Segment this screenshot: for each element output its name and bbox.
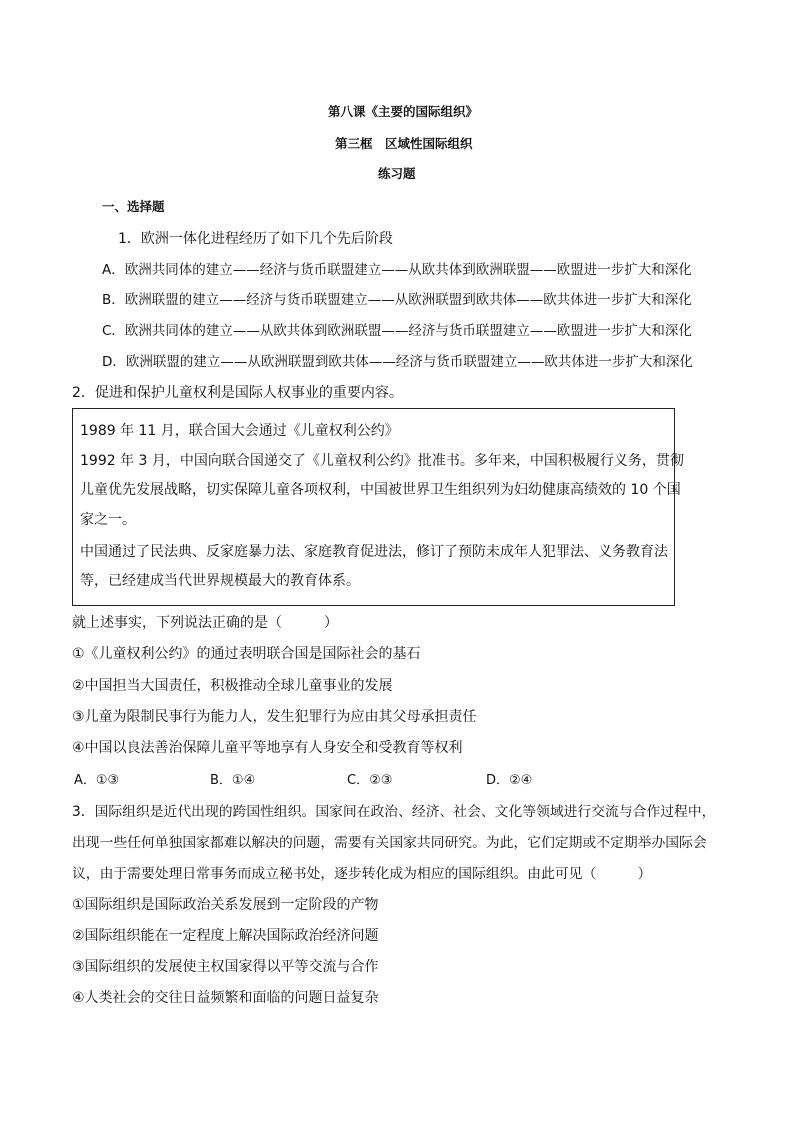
q3-statement-4: ④人类社会的交往日益频繁和面临的问题日益复杂: [72, 990, 379, 1006]
q2-material-box: [72, 408, 684, 606]
q2-material-line: 等，已经建成当代世界规模最大的教育体系。: [80, 573, 360, 589]
q3-stem-line-3: 议，由于需要处理日常事务而成立秘书处，逐步转化成为相应的国际组织。由此可见（ ）: [72, 866, 652, 882]
q1-stem: 1．欧洲一体化进程经历了如下几个先后阶段: [118, 231, 393, 247]
q2-choice-b: B．①④: [210, 773, 256, 788]
q1-option-a: A．欧洲共同体的建立——经济与货币联盟建立——从欧共体到欧洲联盟——欧盟进一步扩大和深化: [102, 262, 692, 278]
q1-option-b: B．欧洲联盟的建立——经济与货币联盟建立——从欧洲联盟到欧共体——欧共体进一步扩大和深化: [102, 292, 692, 308]
q2-choice-d: D．②④: [486, 773, 533, 788]
q3-statement-1: ①国际组织是国际政治关系发展到一定阶段的产物: [72, 897, 379, 913]
q1-option-c: C．欧洲共同体的建立——从欧共体到欧洲联盟——经济与货币联盟建立——欧盟进一步扩大和深化: [102, 323, 692, 339]
q2-material-line: 1989 年 11 月，联合国大会通过《儿童权利公约》: [80, 423, 399, 439]
exercise-label: 练习题: [378, 166, 416, 181]
q2-material-line: 中国通过了民法典、反家庭暴力法、家庭教育促进法，修订了预防未成年人犯罪法、义务教育法: [80, 544, 668, 560]
q2-material-line: 1992 年 3 月，中国向联合国递交了《儿童权利公约》批准书。多年来，中国积极履行义务，贯彻: [80, 453, 684, 469]
q2-prompt: 就上述事实，下列说法正确的是（ ）: [72, 615, 338, 631]
q2-statement-4: ④中国以良法善治保障儿童平等地享有人身安全和受教育等权利: [72, 740, 463, 756]
q2-choice-a: A．①③: [74, 773, 120, 788]
lesson-title: 第八课《主要的国际组织》: [328, 104, 479, 119]
q2-statement-2: ②中国担当大国责任，积极推动全球儿童事业的发展: [72, 678, 393, 694]
q3-statement-3: ③国际组织的发展使主权国家得以平等交流与合作: [72, 959, 379, 975]
section-subtitle: 第三框 区域性国际组织: [335, 136, 473, 151]
q2-stem: 2．促进和保护儿童权利是国际人权事业的重要内容。: [72, 385, 403, 401]
section-heading-choice: 一、选择题: [102, 199, 165, 214]
q2-statement-3: ③儿童为限制民事行为能力人，发生犯罪行为应由其父母承担责任: [72, 709, 477, 725]
q2-choice-c: C．②③: [347, 773, 393, 788]
q3-statement-2: ②国际组织能在一定程度上解决国际政治经济问题: [72, 928, 379, 944]
q3-stem-line-2: 出现一些任何单独国家都难以解决的问题，需要有关国家共同研究。为此，它们定期或不定期举办国际会: [72, 835, 707, 851]
q2-material-line: 家之一。: [80, 512, 136, 528]
q2-material-line: 儿童优先发展战略，切实保障儿童各项权利，中国被世界卫生组织列为妇幼健康高绩效的 10 个国: [80, 482, 681, 498]
q2-statement-1: ①《儿童权利公约》的通过表明联合国是国际社会的基石: [72, 646, 421, 662]
q1-option-d: D．欧洲联盟的建立——从欧洲联盟到欧共体——经济与货币联盟建立——欧共体进一步扩大和深化: [102, 354, 693, 370]
q3-stem-line-1: 3．国际组织是近代出现的跨国性组织。国家间在政治、经济、社会、文化等领域进行交流与合作过程中，: [72, 804, 716, 820]
